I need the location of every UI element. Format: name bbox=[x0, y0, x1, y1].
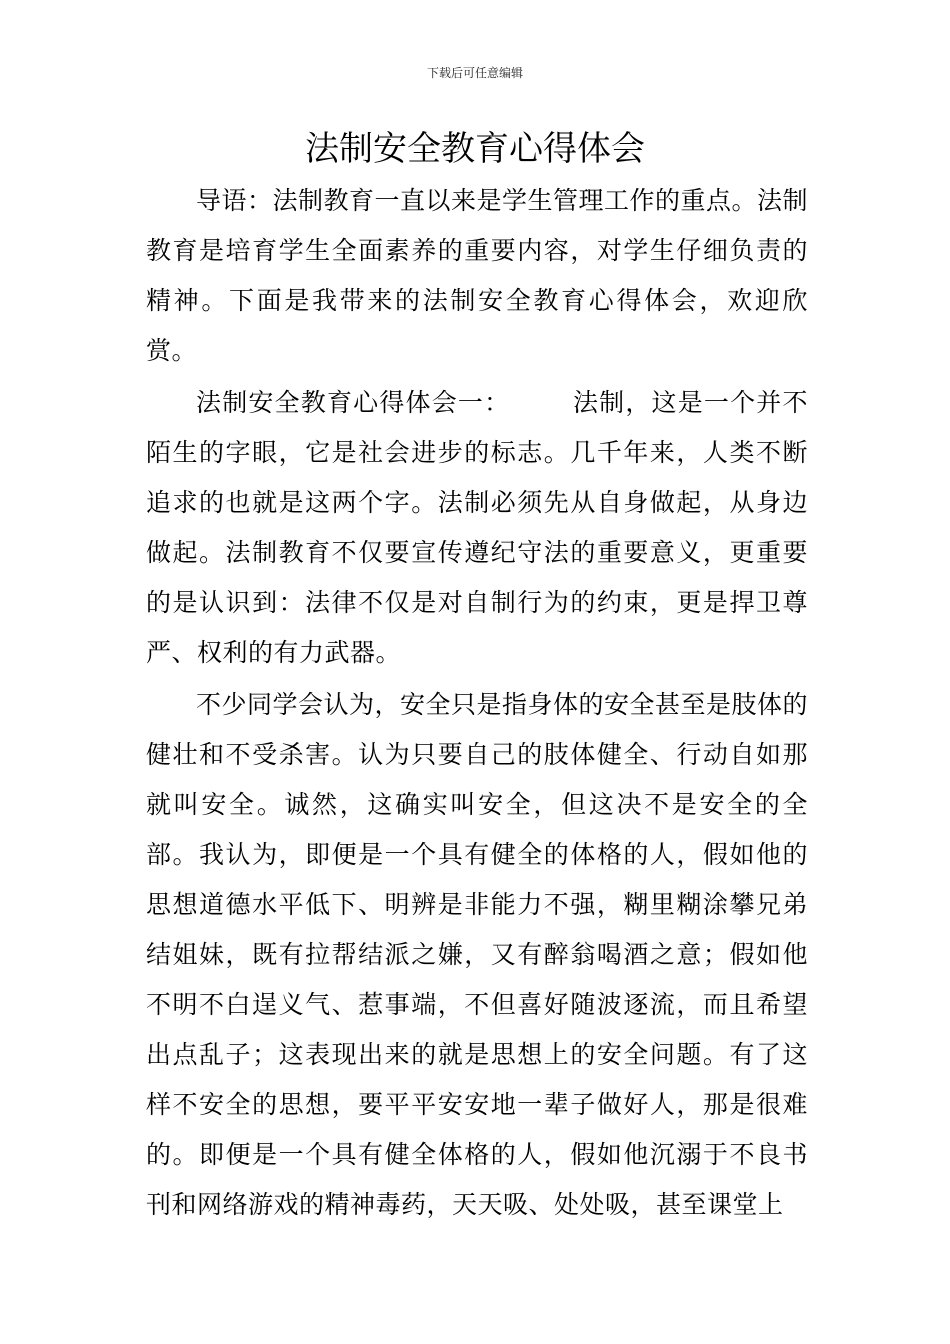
intro-paragraph: 导语：法制教育一直以来是学生管理工作的重点。法制教育是培育学生全面素养的重要内容，对学生仔细负责的精神。下面是我带来的法制安全教育心得体会，欢迎欣赏。 bbox=[146, 186, 809, 365]
document-body bbox=[146, 176, 808, 1230]
section-one-body: 法制，这是一个并不陌生的字眼，它是社会进步的标志。几千年来，人类不断追求的也就是这两个字。法制必须先从自身做起，从身边做起。法制教育不仅要宣传遵纪守法的重要意义，更重要的是认识到：法律不仅是对自制行为的约束，更是捍卫尊严、权利的有力武器。 bbox=[146, 388, 808, 667]
section-one-heading: 法制安全教育心得体会一： bbox=[196, 388, 511, 417]
page-header-note: 下载后可任意编辑 bbox=[426, 66, 523, 80]
paragraph-three: 不少同学会认为，安全只是指身体的安全甚至是肢体的健壮和不受杀害。认为只要自己的肢体健全、行动自如那就叫安全。诚然，这确实叫安全，但这决不是安全的全部。我认为，即便是一个具有健全的体格的人，假如他的思想道德水平低下、明辨是非能力不强，糊里糊涂攀兄弟结姐妹，既有拉帮结派之嫌，又有醉翁喝酒之意；假如他不明不白逞义气、惹事端，不但喜好随波逐流，而且希望出点乱子；这表现出来的就是思想上的安全问题。有了这样不安全的思想，要平平安安地一辈子做好人，那是很难的。即便是一个具有健全体格的人，假如他沉溺于不良书刊和网络游戏的精神毒药，天天吸、处处吸，甚至课堂上 bbox=[146, 690, 809, 1219]
section-one-paragraph bbox=[146, 378, 808, 678]
document-title: 法制安全教育心得体会 bbox=[305, 129, 645, 169]
